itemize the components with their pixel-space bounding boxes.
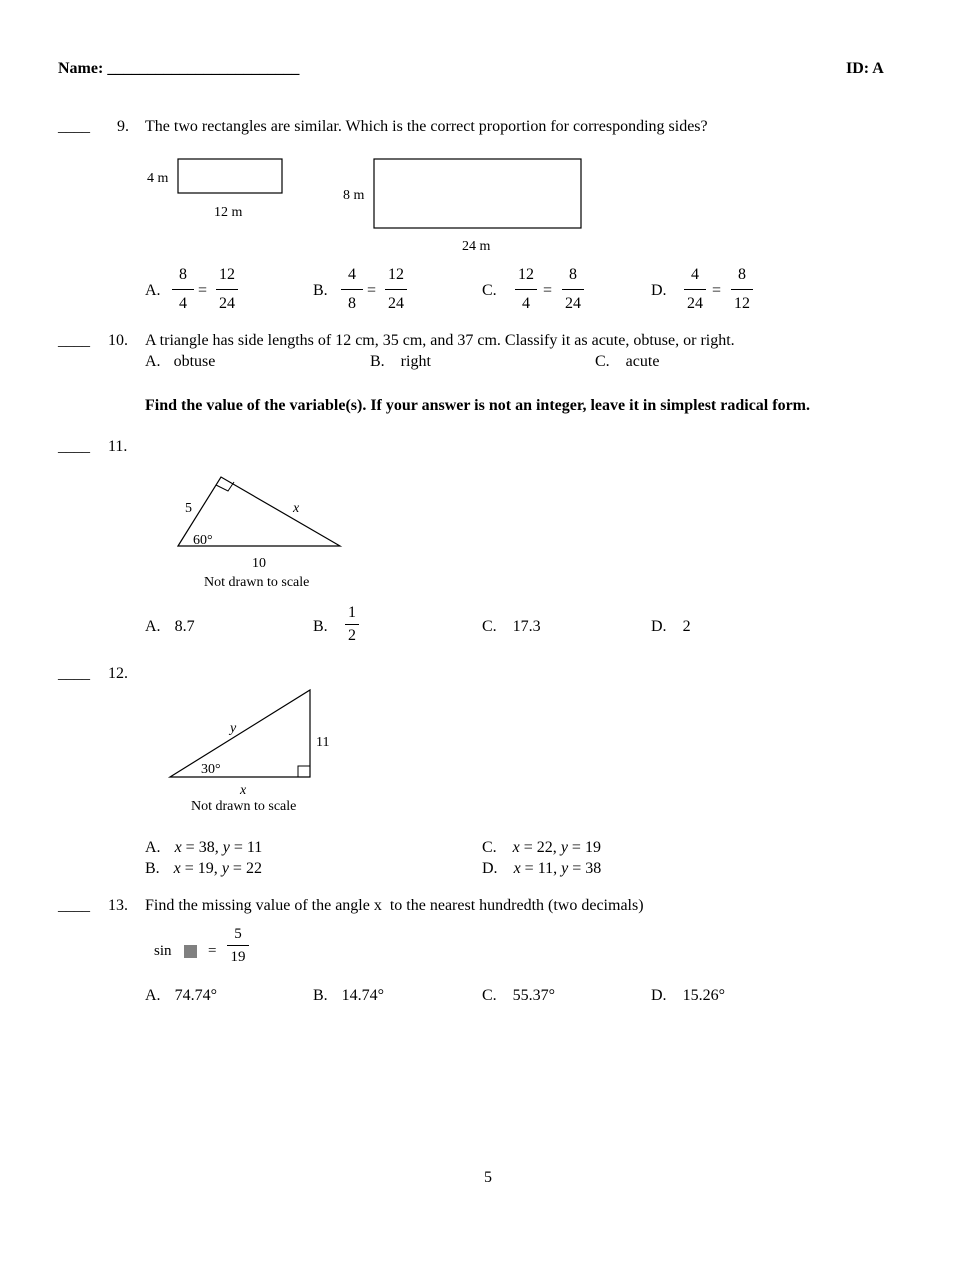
q9-option-c-equals: = [543,282,553,299]
q13-sin-label: sin [154,943,172,959]
side-label-11: 11 [316,735,330,750]
small-rect-height-label: 4 m [147,171,169,186]
fraction-denominator: 24 [687,295,703,312]
q11-option-b-letter: B. [313,618,328,635]
q11-option-a [145,618,195,636]
q13-text: Find the missing value of the angle x to the nearest hundredth (two decimals) [145,897,644,914]
option-value: 55.37° [512,987,556,1004]
not-to-scale-note: Not drawn to scale [191,799,297,814]
q13-equals: = [208,943,217,959]
q11-option-d [651,618,691,636]
side-label-5: 5 [185,501,192,516]
q10-option-a [145,353,215,371]
q11-option-c [482,618,541,636]
instruction-text: Find the value of the variable(s). If your answer is not an integer, leave it in simplest radical form. [145,397,810,414]
fraction-bar [341,289,363,290]
fraction-bar [562,289,584,290]
base-label-x: x [240,783,247,798]
side-label-x: x [293,501,300,516]
fraction-numerator: 12 [388,266,404,283]
q10-option-c [595,353,659,371]
fraction-bar [172,289,194,290]
large-rect-width-label: 24 m [462,239,491,254]
id-label: ID: A [846,60,884,77]
option-y-value: = 38 [568,860,602,877]
q9-rectangles-diagram [140,150,600,260]
q12-number: 12. [108,665,128,682]
option-value: obtuse [173,353,216,370]
q10-text: A triangle has side lengths of 12 cm, 35 cm, and 37 cm. Classify it as acute, obtuse, or right. [145,332,735,349]
q9-answer-blank: ____ [58,118,90,135]
q13-answer-blank: ____ [58,897,90,914]
fraction-numerator: 5 [234,926,242,942]
option-letter: A. [145,618,161,635]
option-letter: C. [482,618,497,635]
q12-triangle-diagram [165,682,345,817]
q13-option-a [145,987,217,1005]
q13-option-b [313,987,384,1005]
name-label: Name: [58,60,104,77]
option-letter: C. [482,839,497,856]
fraction-bar [345,624,359,625]
q12-option-d [482,860,601,878]
option-x-var: x [174,839,182,856]
fraction-denominator: 24 [565,295,581,312]
option-value: 8.7 [174,618,195,635]
option-x-value: = 19, [180,860,222,877]
option-value: 2 [682,618,691,635]
option-letter: B. [370,353,385,370]
fraction-numerator: 4 [348,266,356,283]
option-x-var: x [173,860,181,877]
option-y-var: y [561,860,569,877]
option-letter: B. [145,860,160,877]
q10-option-b [370,353,431,371]
q13-number: 13. [108,897,128,914]
q9-option-b-left-fraction [340,266,364,313]
triangle [170,690,310,777]
q12-option-b [145,860,262,878]
fraction-numerator: 4 [691,266,699,283]
small-rect-width-label: 12 m [214,205,243,220]
q9-option-a-right-fraction [215,266,239,313]
angle-label-30: 30° [201,762,221,777]
q11-option-b-fraction [340,604,364,645]
option-letter: D. [482,860,498,877]
large-rectangle [374,159,581,228]
q12-option-c [482,839,601,857]
page-number: 5 [484,1169,492,1186]
option-letter: A. [145,839,161,856]
option-letter: A. [145,987,161,1004]
header-name [58,60,299,78]
fraction-numerator: 1 [348,604,356,621]
option-x-var: x [513,860,521,877]
q9-option-d-letter: D. [651,282,667,299]
fraction-bar [684,289,706,290]
fraction-bar [216,289,238,290]
q9-number: 9. [117,118,129,135]
fraction-denominator: 4 [179,295,187,312]
option-value: acute [625,353,660,370]
q9-option-b-right-fraction [384,266,408,313]
option-x-value: = 38, [181,839,223,856]
option-letter: C. [595,353,610,370]
option-x-value: = 11, [520,860,562,877]
option-x-var: x [512,839,520,856]
q9-text: The two rectangles are similar. Which is the correct proportion for corresponding sides? [145,118,708,135]
option-value: right [400,353,431,370]
fraction-numerator: 12 [219,266,235,283]
q11-number: 11. [108,438,128,455]
option-y-value: = 11 [229,839,263,856]
right-angle-marker [298,766,310,777]
not-to-scale-note: Not drawn to scale [204,575,310,590]
angle-label-60: 60° [193,533,213,548]
fraction-bar [385,289,407,290]
q9-option-d-left-fraction [683,266,707,313]
option-letter: D. [651,987,667,1004]
option-letter: D. [651,618,667,635]
q9-option-b-equals: = [367,282,377,299]
q9-option-c-left-fraction [514,266,538,313]
fraction-bar [731,289,753,290]
option-y-var: y [221,860,229,877]
fraction-bar [515,289,537,290]
q9-option-a-equals: = [198,282,208,299]
hypotenuse-label-y: y [230,721,237,736]
q13-option-d [651,987,725,1005]
name-blank: ________________________ [107,60,300,77]
fraction-denominator: 24 [219,295,235,312]
q9-option-c-letter: C. [482,282,497,299]
option-letter: C. [482,987,497,1004]
base-label-10: 10 [252,556,266,571]
fraction-denominator: 24 [388,295,404,312]
option-y-value: = 22 [228,860,262,877]
fraction-denominator: 2 [348,627,356,644]
q10-number: 10. [108,332,128,349]
q9-option-a-letter: A. [145,282,161,299]
q9-option-b-letter: B. [313,282,328,299]
option-x-value: = 22, [519,839,561,856]
option-value: 14.74° [341,987,385,1004]
small-rectangle [178,159,282,193]
q10-answer-blank: ____ [58,332,90,349]
option-value: 15.26° [682,987,725,1004]
q9-option-d-equals: = [712,282,722,299]
q13-option-c [482,987,555,1005]
fraction-numerator: 8 [569,266,577,283]
option-value: 17.3 [512,618,541,635]
option-y-value: = 19 [567,839,601,856]
option-letter: B. [313,987,328,1004]
fraction-denominator: 12 [734,295,750,312]
fraction-numerator: 8 [738,266,746,283]
option-letter: A. [145,353,161,370]
q9-option-c-right-fraction [561,266,585,313]
option-y-var: y [560,839,568,856]
fraction-numerator: 8 [179,266,187,283]
option-y-var: y [222,839,230,856]
fraction-denominator: 4 [522,295,530,312]
option-value: 74.74° [174,987,217,1004]
missing-angle-placeholder [184,945,197,958]
fraction-numerator: 12 [518,266,534,283]
fraction-denominator: 8 [348,295,356,312]
q11-triangle-diagram [170,470,360,595]
large-rect-height-label: 8 m [343,188,365,203]
q12-answer-blank: ____ [58,665,90,682]
q9-option-a-left-fraction [171,266,195,313]
fraction-bar [227,945,249,946]
q11-answer-blank: ____ [58,438,90,455]
q13-fraction [226,925,250,966]
fraction-denominator: 19 [230,949,246,965]
q9-option-d-right-fraction [730,266,754,313]
q12-option-a [145,839,262,857]
